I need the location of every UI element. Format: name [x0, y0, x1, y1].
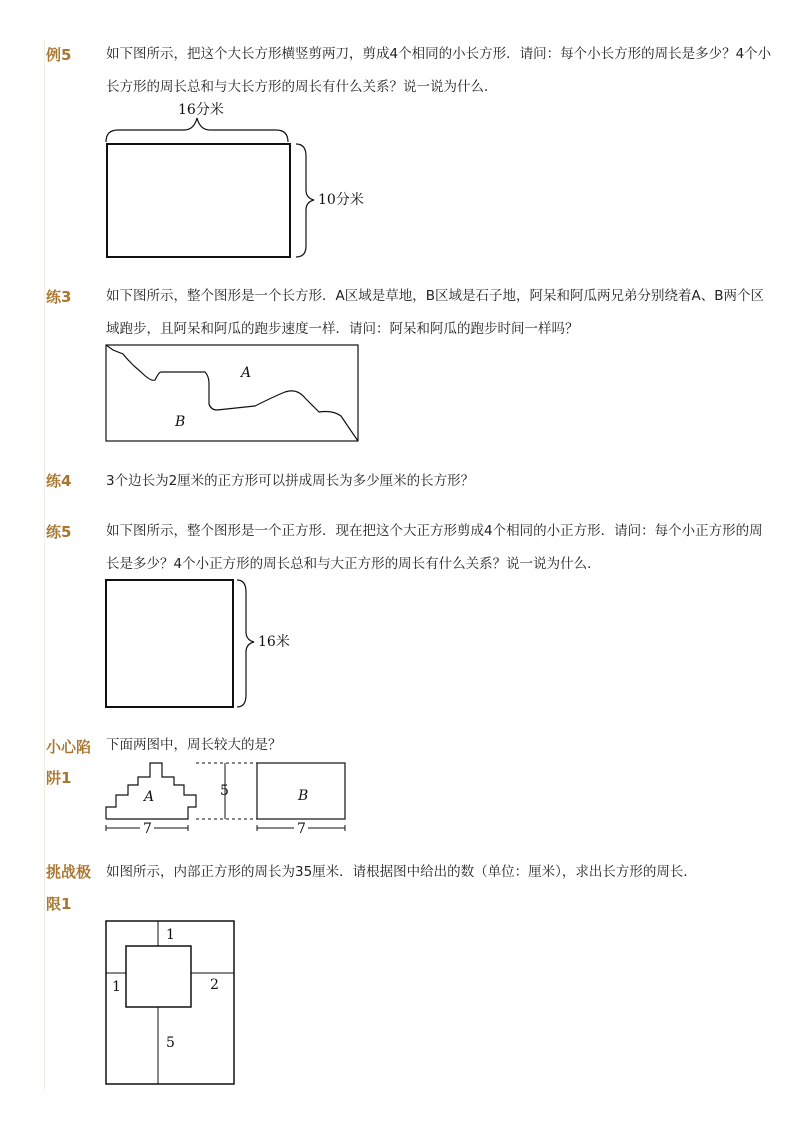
problem-label-pr4: 练4	[46, 472, 72, 490]
region-a-label: A	[241, 365, 252, 381]
problem-label-pr5: 练5	[46, 523, 72, 541]
height-label: 10分米	[318, 192, 364, 208]
region-b-label: B	[175, 414, 186, 430]
big-rectangle	[107, 144, 290, 257]
inner-square	[126, 946, 191, 1007]
right-distance-label: 2	[210, 977, 219, 993]
problem-label-challenge1-line2: 限1	[46, 895, 72, 913]
width-label: 16分米	[178, 102, 224, 118]
top-distance-label: 1	[166, 927, 175, 943]
problem-text-challenge1: 如图所示，内部正方形的周长为35厘米．请根据图中给出的数（单位：厘米），求出长方形的周长．	[106, 864, 697, 880]
problem-text-ex5: 如下图所示，把这个大长方形横竖剪两刀，剪成4个相同的小长方形．请问：每个小长方形的周长是多少？4个小长方形的周长总和与大长方形的周长有什么关系？说一说为什么．	[106, 46, 772, 95]
boundary-curve	[106, 345, 358, 441]
shape-b-label: B	[298, 788, 309, 804]
sidebar-line	[44, 40, 45, 1090]
figure-rectangle-16x10	[100, 100, 390, 270]
problem-label-trap1-line2: 阱1	[46, 769, 72, 787]
top-brace	[106, 118, 288, 142]
problem-text-pr5: 如下图所示，整个图形是一个正方形．现在把这个大正方形剪成4个相同的小正方形．请问：每个小正方形的周长是多少？4个小正方形的周长总和与大正方形的周长有什么关系？说一说为什么．	[106, 523, 763, 572]
problem-label-ex5: 例5	[46, 46, 72, 64]
problem-label-challenge1-line1: 挑战极	[46, 863, 92, 881]
figure-nested-squares	[100, 915, 240, 1090]
shape-b-notch	[292, 763, 304, 773]
figure-regions-ab	[105, 344, 361, 444]
left-distance-label: 1	[112, 979, 121, 995]
width-b-label: 7	[297, 821, 306, 837]
problem-label-trap1-line1: 小心陷	[46, 738, 92, 756]
problem-text-trap1: 下面两图中，周长较大的是？	[106, 737, 282, 753]
bottom-distance-label: 5	[166, 1035, 175, 1051]
problem-label-pr3: 练3	[46, 288, 72, 306]
shape-a-label: A	[144, 789, 155, 805]
big-square	[106, 580, 233, 707]
problem-text-pr3: 如下图所示，整个图形是一个长方形．A区域是草地，B区域是石子地，阿呆和阿瓜两兄弟分别绕着A、B两个区域跑步，且阿呆和阿瓜的跑步速度一样．请问：阿呆和阿瓜的跑步时间一样吗？	[106, 288, 764, 337]
width-a-label: 7	[143, 821, 152, 837]
right-brace	[296, 144, 314, 257]
figure-square-16	[100, 574, 310, 714]
problem-text-pr4: 3个边长为2厘米的正方形可以拼成周长为多少厘米的长方形？	[106, 473, 475, 489]
side-label: 16米	[258, 634, 290, 650]
outer-rectangle	[106, 345, 358, 441]
side-brace	[237, 580, 254, 707]
height-label: 5	[220, 783, 229, 799]
figure-shapes-ab	[100, 755, 350, 845]
